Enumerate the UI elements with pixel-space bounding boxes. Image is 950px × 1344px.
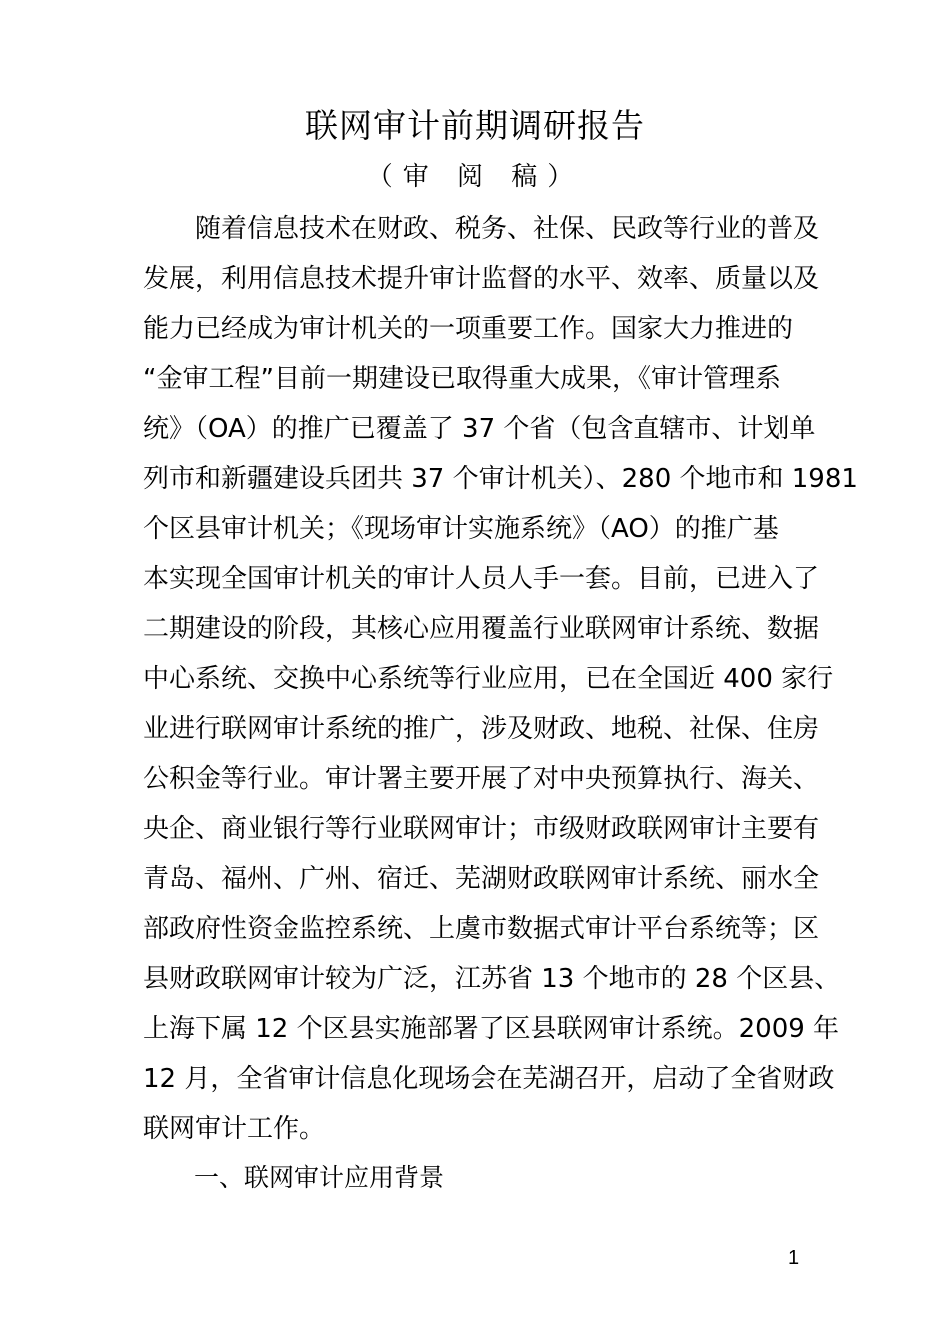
- paragraph-line: 发展，利用信息技术提升审计监督的水平、效率、质量以及: [143, 264, 820, 294]
- paragraph-line: 本实现全国审计机关的审计人员人手一套。目前，已进入了: [143, 564, 820, 594]
- document-title: 联网审计前期调研报告: [305, 106, 645, 145]
- paragraph-line: 统》（OA）的推广已覆盖了 37 个省（包含直辖市、计划单: [143, 414, 816, 444]
- paragraph-line: 随着信息技术在财政、税务、社保、民政等行业的普及: [143, 214, 820, 244]
- paragraph-line: 中心系统、交换中心系统等行业应用，已在全国近 400 家行: [143, 664, 834, 694]
- paragraph-line: 县财政联网审计较为广泛，江苏省 13 个地市的 28 个区县、: [143, 964, 841, 994]
- paragraph-line: 12 月，全省审计信息化现场会在芜湖召开，启动了全省财政: [143, 1064, 835, 1094]
- document-subtitle: （审 阅 稿）: [366, 162, 584, 192]
- section-heading: 一、联网审计应用背景: [194, 1163, 445, 1192]
- paragraph-line: “金审工程”目前一期建设已取得重大成果，《审计管理系: [143, 364, 781, 394]
- paragraph-line: 公积金等行业。审计署主要开展了对中央预算执行、海关、: [143, 764, 820, 794]
- paragraph-line: 列市和新疆建设兵团共 37 个审计机关）、280 个地市和 1981: [143, 464, 858, 494]
- page-number: 1: [788, 1247, 800, 1269]
- paragraph-line: 联网审计工作。: [143, 1114, 326, 1144]
- paragraph-line: 上海下属 12 个区县实施部署了区县联网审计系统。2009 年: [143, 1014, 840, 1044]
- paragraph-line: 部政府性资金监控系统、上虞市数据式审计平台系统等；区: [143, 914, 820, 944]
- paragraph-line: 能力已经成为审计机关的一项重要工作。国家大力推进的: [143, 314, 794, 344]
- paragraph-line: 个区县审计机关；《现场审计实施系统》（AO）的推广基: [143, 514, 779, 544]
- paragraph-line: 业进行联网审计系统的推广，涉及财政、地税、社保、住房: [143, 714, 820, 744]
- paragraph-line: 二期建设的阶段，其核心应用覆盖行业联网审计系统、数据: [143, 614, 820, 644]
- paragraph-line: 央企、商业银行等行业联网审计；市级财政联网审计主要有: [143, 814, 820, 844]
- body-paragraph: [143, 204, 858, 1154]
- paragraph-line: 青岛、福州、广州、宿迁、芜湖财政联网审计系统、丽水全: [143, 864, 820, 894]
